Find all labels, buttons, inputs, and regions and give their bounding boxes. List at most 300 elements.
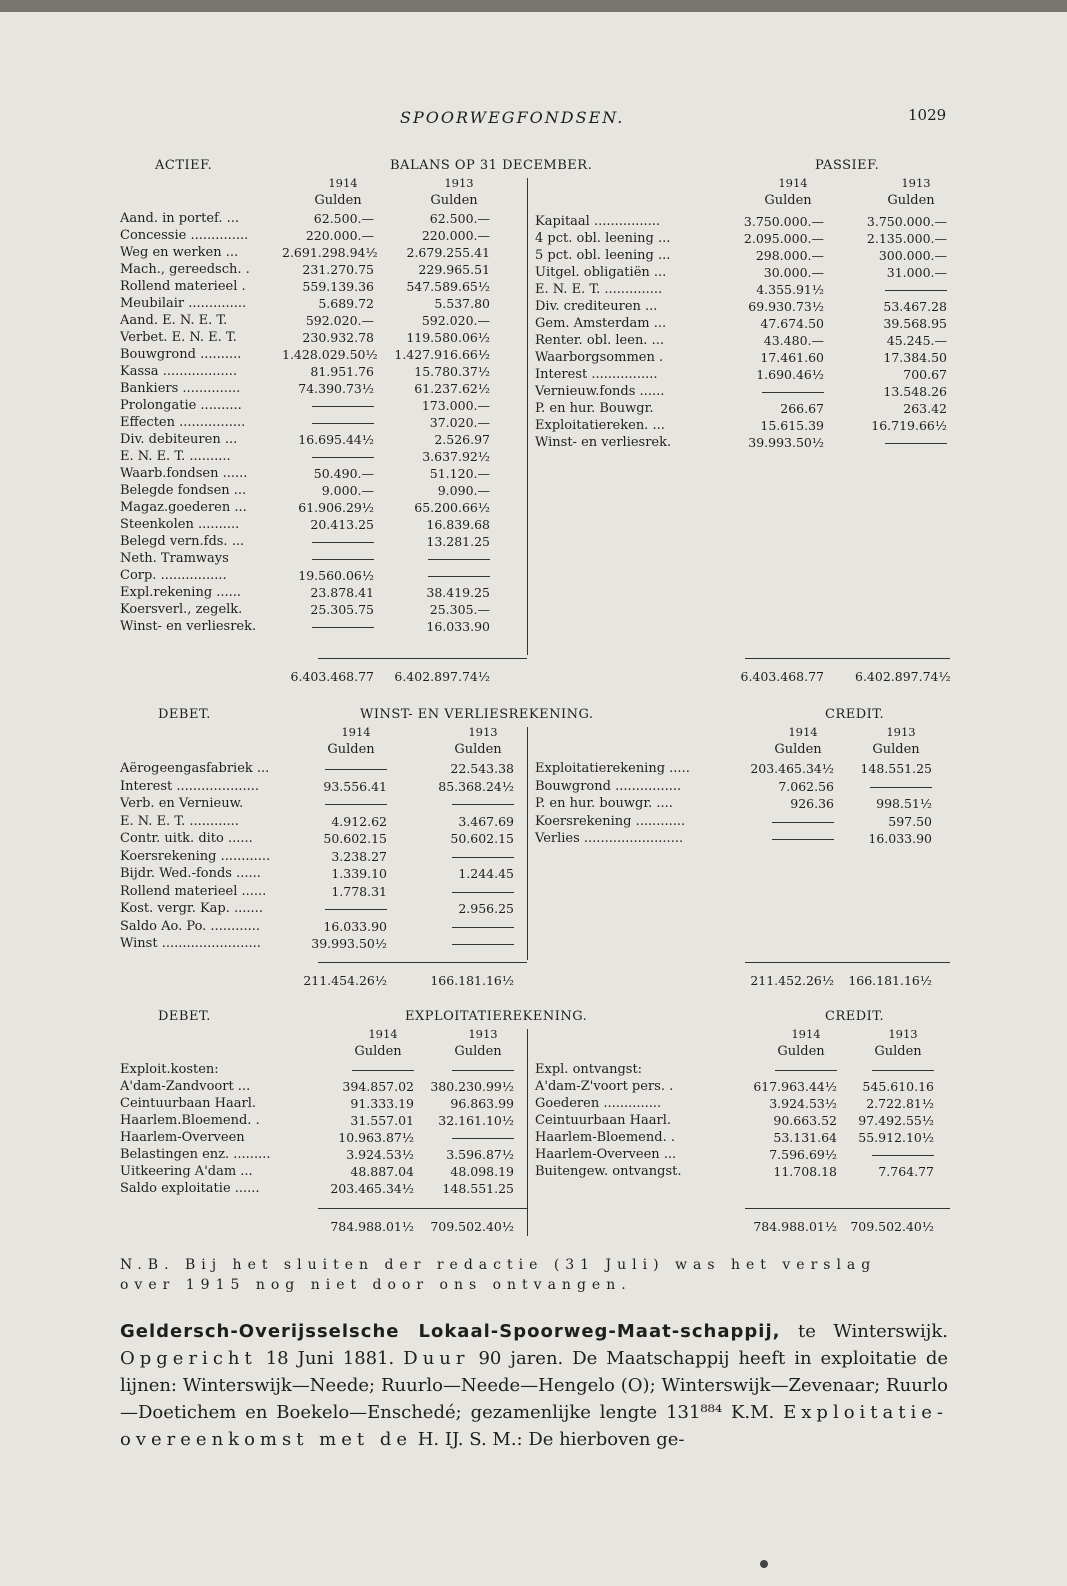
row-value-1914: 39.993.50½ — [748, 435, 824, 450]
row-value-1914 — [282, 397, 374, 414]
total-right-1913: 6.402.897.74½ — [855, 669, 951, 684]
row-value-1914: 10.963.87½ — [338, 1130, 414, 1145]
unit-header: Gulden — [354, 1044, 402, 1059]
row-value-1914: 69.930.73½ — [748, 299, 824, 314]
row-value-1913 — [412, 1129, 514, 1146]
row-value-1914: 23.878.41 — [310, 585, 374, 600]
row-label: Haarlem-Overveen — [120, 1130, 245, 1145]
section-right-heading: PASSIEF. — [815, 158, 880, 173]
row-label: Mach., gereedsch. . — [120, 262, 250, 277]
row-value-1913: 85.368.24½ — [438, 778, 514, 794]
row-value-1913: 31.000.— — [886, 265, 947, 280]
row-value-1914: 17.461.60 — [760, 350, 824, 365]
row-value-1914 — [282, 414, 374, 431]
row-label: Bouwgrond ................ — [535, 778, 682, 794]
total-right-1913: 166.181.16½ — [848, 973, 932, 988]
row-value-1913: 55.912.10½ — [858, 1130, 934, 1145]
row-value-1913: 1.244.45 — [458, 866, 514, 881]
row-label: Koersrekening ............ — [120, 848, 271, 864]
row-value-1914: 3.924.53½ — [769, 1096, 837, 1111]
scan-top-edge — [0, 0, 1067, 12]
row-label: Exploitatiereken. ... — [535, 418, 665, 433]
total-right-1913: 709.502.40½ — [850, 1219, 934, 1234]
row-label: Kost. vergr. Kap. ....... — [120, 901, 263, 916]
row-value-1914: 9.000.— — [321, 483, 374, 498]
empty-dash — [872, 1070, 934, 1071]
row-value-1914: 7.596.69½ — [769, 1147, 837, 1162]
row-value-1913: 32.161.10½ — [438, 1113, 514, 1128]
row-value-1913: 53.467.28 — [883, 299, 947, 314]
row-label: Effecten ................ — [120, 415, 246, 430]
total-rule — [745, 1208, 950, 1209]
row-value-1913 — [842, 1061, 934, 1078]
total-left-1913: 166.181.16½ — [430, 973, 514, 988]
row-label: Verbet. E. N. E. T. — [120, 330, 237, 345]
note-line-1: N.B. Bij het sluiten der redactie (31 Juli) was het verslag — [120, 1257, 877, 1273]
row-value-1913 — [842, 1146, 934, 1163]
row-value-1914: 3.924.53½ — [346, 1147, 414, 1162]
note-line-2: over 1915 nog niet door ons ontvangen. — [120, 1277, 632, 1293]
row-value-1914: 16.695.44½ — [298, 432, 374, 447]
row-value-1913: 380.230.99½ — [430, 1079, 514, 1094]
row-label: Bankiers .............. — [120, 381, 241, 396]
row-value-1913: 2.722.81½ — [866, 1096, 934, 1111]
empty-dash — [452, 927, 514, 928]
row-label: Gem. Amsterdam ... — [535, 316, 667, 331]
empty-dash — [872, 1155, 934, 1156]
row-value-1913: 97.492.55½ — [858, 1113, 934, 1128]
row-value-1914: 53.131.64 — [773, 1130, 837, 1145]
column-rule — [527, 178, 528, 655]
company-name: Geldersch-Overijsselsche Lokaal-Spoorweg-Maat-schappij, — [120, 1321, 781, 1342]
row-label: Belegd vern.fds. ... — [120, 534, 245, 549]
row-value-1913: 15.780.37½ — [414, 364, 490, 379]
year-header: 1914 — [341, 725, 371, 739]
row-value-1914: 4.912.62 — [331, 813, 387, 829]
company-description — [120, 1318, 948, 1453]
row-label: Concessie .............. — [120, 228, 249, 243]
row-label: Haarlem-Overveen ... — [535, 1147, 677, 1162]
empty-dash — [870, 787, 932, 788]
row-value-1913: 62.500.— — [429, 211, 490, 226]
row-value-1914: 15.615.39 — [760, 418, 824, 433]
desc-text-1: te Winterswijk. — [780, 1321, 948, 1342]
unit-header: Gulden — [874, 1044, 922, 1059]
row-label: Ceintuurbaan Haarl. — [120, 1096, 257, 1111]
row-label: Goederen .............. — [535, 1096, 662, 1111]
unit-header: Gulden — [454, 742, 502, 757]
row-label: Winst ........................ — [120, 936, 261, 951]
row-value-1913: 50.602.15 — [450, 831, 514, 846]
row-value-1913 — [855, 434, 947, 451]
total-left-1913: 6.402.897.74½ — [394, 669, 490, 684]
row-value-1913: 65.200.66½ — [414, 500, 490, 515]
empty-dash — [885, 443, 947, 444]
column-rule — [527, 1029, 528, 1236]
row-label: A'dam-Z'voort pers. . — [535, 1079, 674, 1094]
unit-header: Gulden — [430, 193, 478, 208]
total-rule — [745, 962, 950, 963]
row-label: Steenkolen .......... — [120, 517, 240, 532]
row-value-1914: 1.778.31 — [331, 883, 387, 899]
row-value-1913: 38.419.25 — [426, 585, 490, 600]
row-value-1913 — [412, 918, 514, 935]
row-label: Buitengew. ontvangst. — [535, 1164, 682, 1179]
row-value-1913 — [412, 1061, 514, 1078]
row-value-1914: 203.465.34½ — [330, 1181, 414, 1196]
year-header: 1914 — [328, 176, 358, 190]
empty-dash — [452, 892, 514, 893]
row-value-1913: 3.467.69 — [458, 813, 514, 829]
row-label: Prolongatie .......... — [120, 398, 242, 413]
row-value-1914: 3.238.27 — [331, 848, 387, 864]
row-label: Belastingen enz. ......... — [120, 1147, 271, 1162]
row-label: A'dam-Zandvoort ... — [120, 1079, 251, 1094]
row-value-1913: 2.135.000.— — [866, 231, 947, 246]
row-value-1913 — [412, 848, 514, 865]
empty-dash — [312, 542, 374, 543]
year-header: 1914 — [791, 1027, 821, 1041]
total-left-1914: 211.454.26½ — [303, 973, 387, 988]
running-title: SPOORWEGFONDSEN. — [400, 108, 625, 127]
empty-dash — [775, 1070, 837, 1071]
row-value-1913: 2.526.97 — [434, 432, 490, 447]
row-value-1914: 7.062.56 — [778, 778, 834, 794]
section-title: EXPLOITATIEREKENING. — [405, 1009, 588, 1024]
row-value-1913: 2.956.25 — [458, 901, 514, 916]
row-value-1913: 3.596.87½ — [446, 1147, 514, 1162]
row-label: P. en hur. bouwgr. .... — [535, 796, 673, 811]
total-rule — [318, 962, 527, 963]
row-value-1914: 220.000.— — [305, 228, 374, 243]
row-value-1913: 48.098.19 — [450, 1164, 514, 1179]
empty-dash — [312, 627, 374, 628]
row-value-1913: 51.120.— — [429, 466, 490, 481]
row-label: Bijdr. Wed.-fonds ...... — [120, 866, 261, 881]
row-label: Aand. in portef. ... — [120, 211, 240, 226]
row-value-1913: 9.090.— — [437, 483, 490, 498]
row-label: Verb. en Vernieuw. — [120, 796, 244, 811]
row-value-1914: 39.993.50½ — [311, 936, 387, 951]
row-value-1914: 81.951.76 — [310, 364, 374, 379]
row-value-1914: 43.480.— — [763, 333, 824, 348]
row-value-1913: 173.000.— — [421, 398, 490, 413]
desc-text-3: 90 jaren. De Maatschappij heeft in exploitatie de lijnen: Winterswijk—Neede; Ruurlo—Neede—Hengelo (O); Winterswijk—Zevenaar; Ruurlo—Doetichem en Boekelo—Enschedé; gezamenlijke lengte 131⁸⁸⁴ K.M. — [120, 1348, 948, 1423]
row-label: Exploit.kosten: — [120, 1062, 219, 1077]
total-left-1914: 784.988.01½ — [330, 1219, 414, 1234]
row-value-1914: 90.663.52 — [773, 1113, 837, 1128]
row-label: Interest ................ — [535, 367, 658, 382]
row-value-1914: 1.339.10 — [331, 866, 387, 881]
row-value-1913: 16.839.68 — [426, 517, 490, 532]
ink-spot — [760, 1560, 768, 1568]
row-value-1914: 48.887.04 — [350, 1164, 414, 1179]
row-label: Koersrekening ............ — [535, 813, 686, 829]
row-label: Aand. E. N. E. T. — [120, 313, 228, 328]
row-value-1914 — [282, 618, 374, 635]
row-value-1913: 45.245.— — [886, 333, 947, 348]
row-value-1914: 3.750.000.— — [743, 214, 824, 229]
row-value-1914 — [282, 533, 374, 550]
empty-dash — [452, 944, 514, 945]
row-value-1913: 16.719.66½ — [871, 418, 947, 433]
row-value-1913: 1.427.916.66½ — [394, 347, 490, 362]
row-value-1914: 4.355.91½ — [756, 282, 824, 297]
row-value-1914: 559.139.36 — [302, 279, 374, 294]
row-value-1914: 47.674.50 — [760, 316, 824, 331]
year-header: 1913 — [468, 725, 498, 739]
section-left-heading: DEBET. — [158, 707, 211, 722]
row-label: Uitgel. obligatiën ... — [535, 265, 667, 280]
empty-dash — [452, 857, 514, 858]
row-value-1913: 2.679.255.41 — [406, 245, 490, 260]
total-right-1914: 784.988.01½ — [753, 1219, 837, 1234]
row-value-1913 — [855, 281, 947, 298]
year-header: 1913 — [888, 1027, 918, 1041]
row-label: Waarborgsommen . — [535, 350, 664, 365]
row-value-1914: 62.500.— — [313, 211, 374, 226]
section-title: WINST- EN VERLIESREKENING. — [360, 707, 594, 722]
row-value-1914: 266.67 — [780, 401, 824, 416]
row-value-1914: 1.428.029.50½ — [282, 347, 378, 362]
year-header: 1913 — [901, 176, 931, 190]
empty-dash — [452, 1138, 514, 1139]
row-label: Ceintuurbaan Haarl. — [535, 1113, 672, 1128]
row-value-1914: 203.465.34½ — [750, 761, 834, 776]
row-value-1914 — [732, 813, 834, 830]
row-label: Interest .................... — [120, 778, 260, 794]
editorial-note — [120, 1255, 876, 1295]
row-label: Weg en werken ... — [120, 245, 239, 260]
row-label: E. N. E. T. .............. — [535, 282, 663, 297]
empty-dash — [772, 822, 834, 823]
section-right-heading: CREDIT. — [825, 707, 885, 722]
unit-header: Gulden — [314, 193, 362, 208]
desc-text-4: H. IJ. S. M.: De hierboven ge- — [412, 1429, 685, 1450]
row-label: Saldo exploitatie ...... — [120, 1181, 260, 1196]
row-value-1913: 96.863.99 — [450, 1096, 514, 1111]
row-value-1914: 2.691.298.94½ — [282, 245, 378, 260]
row-value-1913 — [388, 567, 490, 584]
row-value-1913: 545.610.16 — [862, 1079, 934, 1094]
row-value-1913: 3.637.92½ — [422, 449, 490, 464]
row-value-1914 — [295, 900, 387, 917]
empty-dash — [325, 769, 387, 770]
row-value-1913: 22.543.38 — [450, 761, 514, 776]
year-header: 1914 — [788, 725, 818, 739]
row-label: Magaz.goederen ... — [120, 500, 247, 515]
row-label: Rollend materieel ...... — [120, 883, 267, 899]
row-value-1914: 5.689.72 — [318, 296, 374, 311]
row-label: Kassa .................. — [120, 364, 238, 379]
row-value-1914: 11.708.18 — [773, 1164, 837, 1179]
row-value-1914: 231.270.75 — [302, 262, 374, 277]
empty-dash — [325, 909, 387, 910]
empty-dash — [312, 559, 374, 560]
unit-header: Gulden — [327, 742, 375, 757]
row-value-1914: 2.095.000.— — [743, 231, 824, 246]
unit-header: Gulden — [777, 1044, 825, 1059]
row-value-1913 — [412, 795, 514, 812]
row-value-1913: 547.589.65½ — [406, 279, 490, 294]
empty-dash — [762, 392, 824, 393]
row-value-1914: 394.857.02 — [342, 1079, 414, 1094]
row-value-1914: 617.963.44½ — [753, 1079, 837, 1094]
total-right-1914: 6.403.468.77 — [740, 669, 824, 684]
row-value-1913: 13.548.26 — [883, 384, 947, 399]
row-value-1913: 300.000.— — [878, 248, 947, 263]
row-label: Renter. obl. leen. ... — [535, 333, 664, 348]
row-value-1913: 13.281.25 — [426, 534, 490, 549]
row-label: Haarlem.Bloemend. . — [120, 1113, 260, 1128]
duration-label: Duur — [403, 1348, 470, 1369]
row-value-1913: 700.67 — [903, 367, 947, 382]
row-value-1914 — [732, 830, 834, 847]
row-value-1914 — [735, 1061, 837, 1078]
empty-dash — [452, 1070, 514, 1071]
row-label: Exploitatierekening ..... — [535, 761, 690, 776]
unit-header: Gulden — [454, 1044, 502, 1059]
row-value-1913: 148.551.25 — [860, 761, 932, 776]
row-value-1914: 298.000.— — [755, 248, 824, 263]
row-value-1913: 61.237.62½ — [414, 381, 490, 396]
row-value-1914: 19.560.06½ — [298, 568, 374, 583]
row-value-1913: 25.305.— — [429, 602, 490, 617]
section-left-heading: ACTIEF. — [155, 158, 213, 173]
empty-dash — [352, 1070, 414, 1071]
row-label: E. N. E. T. ............ — [120, 813, 239, 829]
row-value-1913: 5.537.80 — [434, 296, 490, 311]
row-label: Contr. uitk. dito ...... — [120, 831, 253, 846]
row-value-1913: 37.020.— — [429, 415, 490, 430]
row-value-1914: 93.556.41 — [323, 778, 387, 794]
section-right-heading: CREDIT. — [825, 1009, 885, 1024]
row-label: Uitkeering A'dam ... — [120, 1164, 253, 1179]
row-value-1914: 91.333.19 — [350, 1096, 414, 1111]
empty-dash — [312, 457, 374, 458]
row-value-1914: 31.557.01 — [350, 1113, 414, 1128]
total-left-1913: 709.502.40½ — [430, 1219, 514, 1234]
founded-label: Opgericht — [120, 1348, 257, 1369]
row-value-1914: 30.000.— — [763, 265, 824, 280]
row-label: Kapitaal ................ — [535, 214, 661, 229]
row-label: P. en hur. Bouwgr. — [535, 401, 654, 416]
row-value-1914: 16.033.90 — [323, 918, 387, 934]
row-label: 4 pct. obl. leening ... — [535, 231, 671, 246]
row-value-1913: 148.551.25 — [442, 1181, 514, 1196]
year-header: 1913 — [886, 725, 916, 739]
row-value-1913: 3.750.000.— — [866, 214, 947, 229]
row-label: Expl. ontvangst: — [535, 1062, 643, 1077]
agreement-label: Exploitatie-overeenkomst met de — [120, 1402, 948, 1450]
row-label: Aërogeengasfabriek ... — [120, 761, 270, 776]
row-label: Haarlem-Bloemend. . — [535, 1130, 675, 1145]
row-value-1914: 20.413.25 — [310, 517, 374, 532]
row-label: Rollend materieel . — [120, 279, 246, 294]
row-label: Meubilair .............. — [120, 296, 247, 311]
row-value-1914: 50.490.— — [313, 466, 374, 481]
year-header: 1913 — [468, 1027, 498, 1041]
row-value-1913 — [840, 778, 932, 795]
year-header: 1913 — [444, 176, 474, 190]
unit-header: Gulden — [764, 193, 812, 208]
row-value-1913: 17.384.50 — [883, 350, 947, 365]
row-value-1913: 592.020.— — [421, 313, 490, 328]
row-label: Waarb.fondsen ...... — [120, 466, 248, 481]
row-value-1913 — [412, 935, 514, 952]
row-value-1914: 61.906.29½ — [298, 500, 374, 515]
total-rule — [318, 1208, 527, 1209]
row-value-1914: 25.305.75 — [310, 602, 374, 617]
empty-dash — [428, 576, 490, 577]
row-label: E. N. E. T. .......... — [120, 449, 231, 464]
row-label: Bouwgrond .......... — [120, 347, 242, 362]
empty-dash — [428, 559, 490, 560]
row-value-1914: 592.020.— — [305, 313, 374, 328]
page-number: 1029 — [908, 106, 947, 124]
row-value-1913: 7.764.77 — [878, 1164, 934, 1179]
row-value-1914: 926.36 — [790, 796, 834, 811]
total-rule — [745, 658, 950, 659]
row-value-1914: 230.932.78 — [302, 330, 374, 345]
empty-dash — [312, 423, 374, 424]
year-header: 1914 — [368, 1027, 398, 1041]
row-label: Saldo Ao. Po. ............ — [120, 918, 261, 934]
row-value-1913: 16.033.90 — [426, 619, 490, 634]
row-value-1913 — [388, 550, 490, 567]
row-label: Div. debiteuren ... — [120, 432, 238, 447]
row-value-1914 — [322, 1061, 414, 1078]
total-left-1914: 6.403.468.77 — [290, 669, 374, 684]
row-value-1913: 263.42 — [903, 401, 947, 416]
row-value-1914 — [295, 760, 387, 777]
total-rule — [318, 658, 527, 659]
row-value-1914: 1.690.46½ — [756, 367, 824, 382]
row-label: Corp. ................ — [120, 568, 227, 583]
empty-dash — [325, 804, 387, 805]
unit-header: Gulden — [887, 193, 935, 208]
row-value-1913: 39.568.95 — [883, 316, 947, 331]
row-label: Div. crediteuren ... — [535, 299, 658, 314]
unit-header: Gulden — [872, 742, 920, 757]
row-value-1913 — [412, 883, 514, 900]
row-value-1913: 229.965.51 — [418, 262, 490, 277]
row-value-1914 — [295, 795, 387, 812]
row-value-1914 — [282, 448, 374, 465]
column-rule — [527, 727, 528, 960]
row-label: Belegde fondsen ... — [120, 483, 247, 498]
unit-header: Gulden — [774, 742, 822, 757]
row-label: Verlies ........................ — [535, 831, 684, 846]
row-label: Vernieuw.fonds ...... — [535, 384, 665, 399]
row-label: Expl.rekening ...... — [120, 585, 242, 600]
row-value-1914 — [282, 550, 374, 567]
row-value-1913: 16.033.90 — [868, 831, 932, 846]
row-label: Neth. Tramways — [120, 551, 229, 566]
total-right-1914: 211.452.26½ — [750, 973, 834, 988]
row-label: Winst- en verliesrek. — [535, 435, 672, 450]
row-value-1913: 998.51½ — [876, 796, 932, 811]
row-value-1914: 74.390.73½ — [298, 381, 374, 396]
year-header: 1914 — [778, 176, 808, 190]
empty-dash — [452, 804, 514, 805]
row-value-1914: 50.602.15 — [323, 831, 387, 846]
row-label: Koersverl., zegelk. — [120, 602, 243, 617]
desc-text-2: 18 Juni 1881. — [256, 1348, 404, 1369]
row-label: Winst- en verliesrek. — [120, 619, 257, 634]
row-value-1913: 597.50 — [888, 813, 932, 829]
row-value-1914 — [722, 383, 824, 400]
